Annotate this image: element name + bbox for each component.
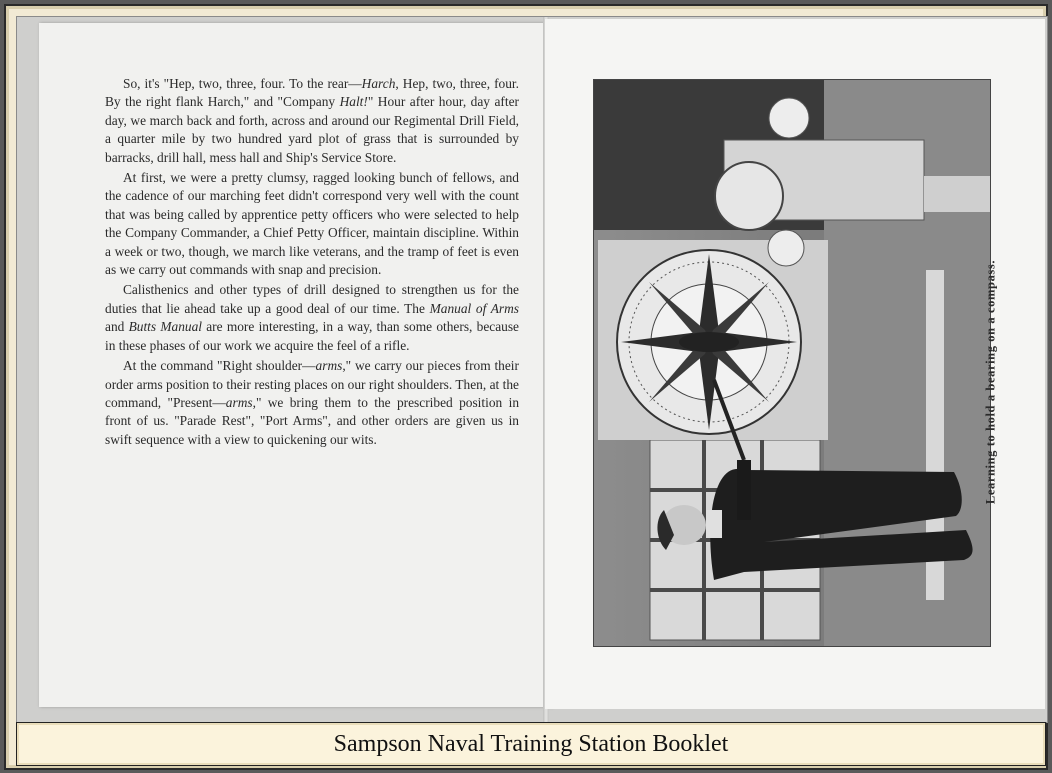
- text-segment: ," we bring them to the prescribed position in front of us. "Parade Rest", "Port Arms", and other orders are given us in swift sequence with a view to quickening our wits.: [105, 394, 520, 447]
- text-segment: Calisthenics and other types of drill designed to strengthen us for the duties that lie ahead take up a good deal of our time. The: [105, 282, 519, 316]
- text-segment: and: [105, 319, 129, 335]
- compass-photo: [593, 79, 991, 647]
- text-segment: are more interesting, in a way, than some others, because in these phases of our work we acquire the feel of a rifle.: [105, 319, 520, 353]
- left-page: [39, 23, 553, 707]
- text-segment: ," we carry our pieces from their order arms position to their resting places on our right shoulders. Then, at the command, "Present—: [105, 358, 519, 410]
- page-title: Sampson Naval Training Station Booklet: [333, 730, 729, 757]
- body-paragraph: [105, 357, 519, 449]
- body-text: [105, 75, 519, 451]
- title-bar: [16, 722, 1046, 766]
- text-segment: At the command "Right shoulder—: [123, 358, 316, 374]
- photo-caption: Learning to hold a bearing on a compass.: [983, 259, 998, 505]
- booklet-scan: [16, 16, 1048, 723]
- picture-frame: [4, 4, 1048, 770]
- body-paragraph: [105, 75, 519, 167]
- italic-text-segment: Manual of Arms: [429, 300, 519, 316]
- body-paragraph: [105, 281, 519, 355]
- italic-text-segment: Harch: [361, 76, 396, 91]
- text-segment: So, it's "Hep, two, three, four. To the rear—: [123, 76, 362, 91]
- body-paragraph: [105, 169, 519, 279]
- text-segment: , Hep, two, three, four. By the right flank Harch," and "Company: [105, 76, 519, 110]
- italic-text-segment: arms: [315, 358, 343, 374]
- italic-text-segment: Halt!: [339, 94, 368, 110]
- text-segment: " Hour after hour, day after day, we march back and forth, across and around our Regimental Drill Field, a quarter mile by two hundred yard plot of grass that is surrounded by barracks, drill hall, mess hall and Ship's Service Store.: [105, 94, 519, 165]
- italic-text-segment: arms: [225, 394, 253, 410]
- italic-text-segment: Butts Manual: [128, 319, 202, 335]
- text-segment: At first, we were a pretty clumsy, ragged looking bunch of fellows, and the cadence of our marching feet didn't correspond very well with the count that was being called by apprentice petty officers who were selected to help the Company Commander, a Chief Petty Officer, maintain discipline. Within a week or two, though, we march like veterans, and the tramp of feet is even as we carry out commands with snap and precision.: [105, 170, 519, 278]
